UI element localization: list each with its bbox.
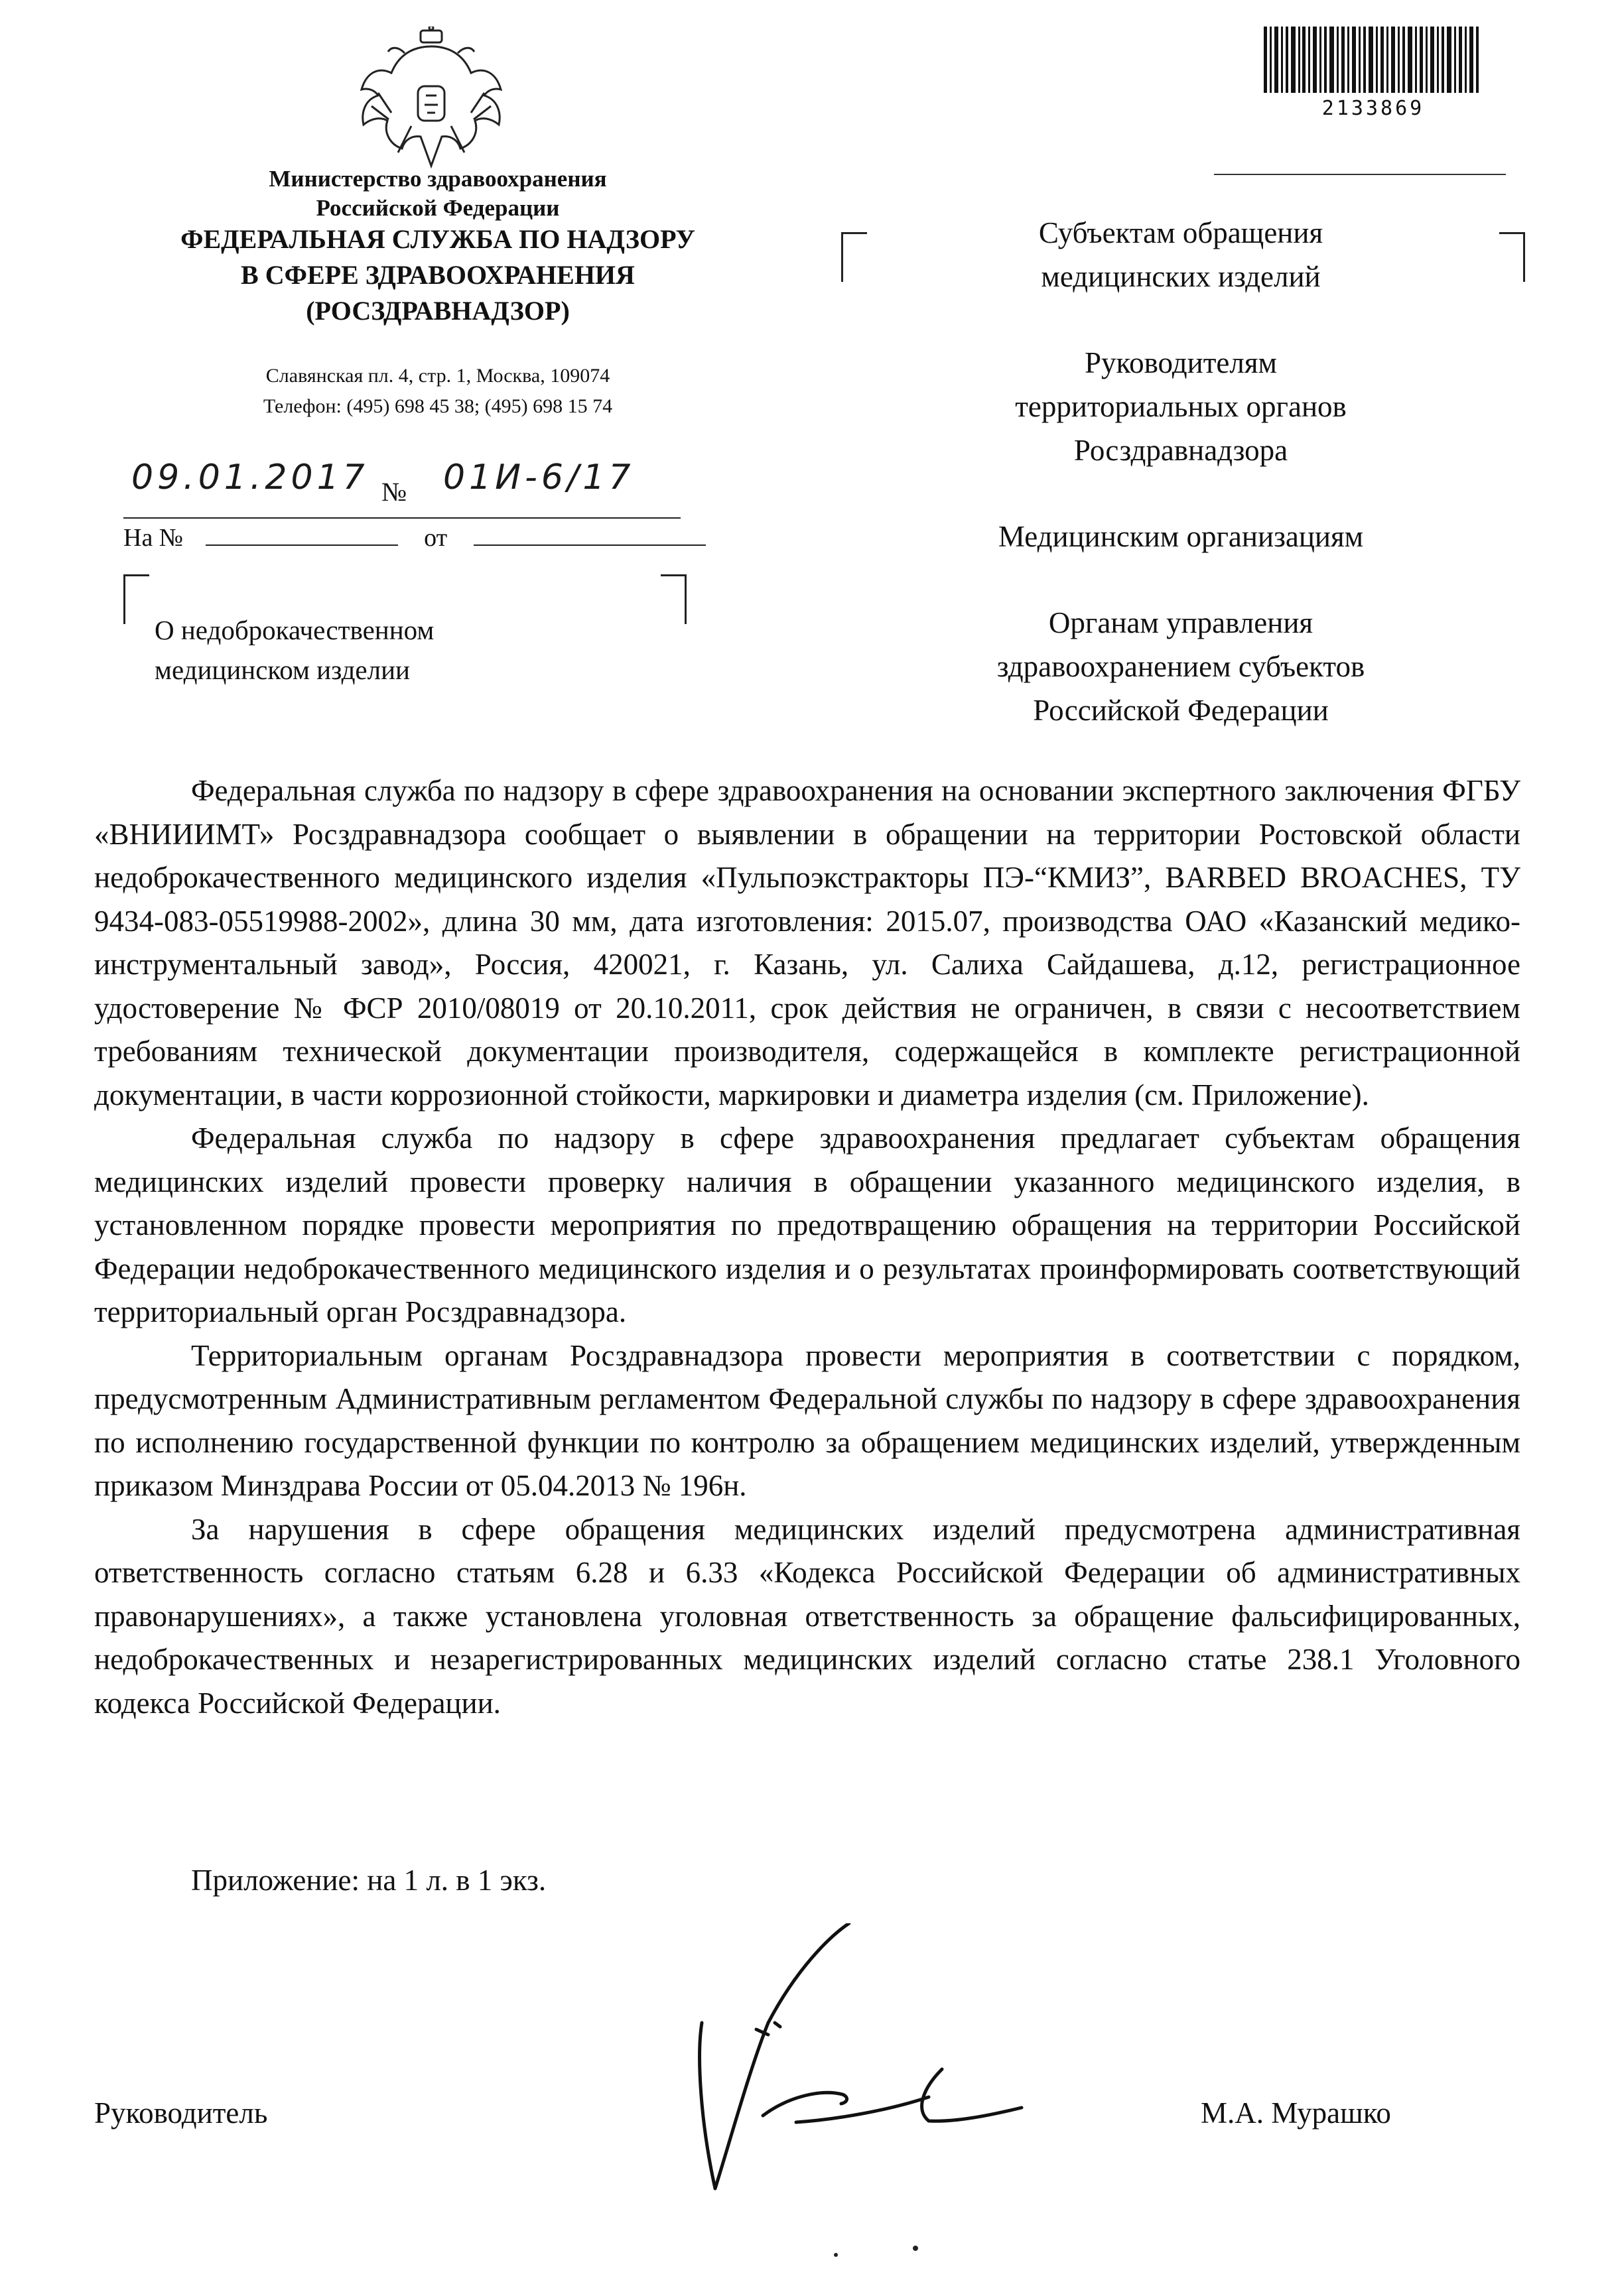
attachment-note: Приложение: на 1 л. в 1 экз. (191, 1864, 547, 1897)
barcode-rule (1214, 174, 1506, 175)
ministry-name (113, 164, 763, 223)
letter-body (94, 769, 1520, 1725)
subject-line: медицинском изделии (155, 655, 410, 685)
handwritten-signature (690, 1923, 1035, 2215)
ministry-line: Российской Федерации (316, 195, 560, 221)
signatory-role: Руководитель (94, 2096, 268, 2130)
body-paragraph: Федеральная служба по надзору в сфере здравоохранения на основании экспертного заключения ФГБУ «ВНИИИМТ» Росздравнадзора сообщает о выявлении в обращении на территории Ростовской области недоброкачественного медицинского изделия «Пульпоэкстракторы ПЭ-“КМИЗ”, BARBED BROACHES, ТУ 9434-083-05519988-2002», длина 30 мм, дата изготовления: 2015.07, производства ОАО «Казанский медико-инструментальный завод», Россия, 420021, г. Казань, ул. Салиха Сайдашева, д.12, регистрационное удостоверение № ФСР 2010/08019 от 20.10.2011, срок действия не ограничен, в связи с несоответствием требованиям технической документации производителя, содержащейся в комплекте регистрационной документации, в части коррозионной стойкости, маркировки и диаметра изделия (см. Приложение). (94, 774, 1520, 1112)
subject-bracket-left (123, 574, 149, 624)
service-line: В СФЕРЕ ЗДРАВООХРАНЕНИЯ (241, 260, 635, 290)
recipient-group (882, 601, 1479, 732)
barcode (1264, 27, 1483, 106)
recipient-line: Медицинским организациям (998, 520, 1364, 553)
body-paragraph: Территориальным органам Росздравнадзора провести мероприятия в соответствии с порядком, предусмотренным Административным регламентом Федеральной службы по надзору в сфере здравоохранения по исполнению государственной функции по контролю за обращением медицинских изделий, утвержденным приказом Минздрава России от 05.04.2013 № 196н. (94, 1338, 1520, 1502)
recipient-group (882, 341, 1479, 472)
recipients-block (882, 211, 1479, 775)
recipient-group (882, 515, 1479, 558)
recipient-bracket-right (1499, 232, 1525, 282)
subject-line: О недоброкачественном (155, 615, 435, 645)
body-paragraph: Федеральная служба по надзору в сфере здравоохранения предлагает субъектам обращения медицинских изделий провести проверку наличия в обращении указанного медицинского изделия, в установленном порядке провести мероприятия по предотвращению обращения на территории Российской Федерации недоброкачественного медицинского изделия и о результатах проинформировать соответствующий территориальный орган Росздравнадзора. (94, 1121, 1520, 1328)
outgoing-number: 01И-6/17 (443, 458, 635, 497)
service-line: (РОСЗДРАВНАДЗОР) (306, 296, 570, 326)
scan-specks (816, 2228, 949, 2268)
service-name (80, 222, 796, 329)
recipient-line: здравоохранением субъектов (996, 650, 1365, 683)
reference-number-blank (206, 521, 398, 546)
reference-line (123, 520, 706, 556)
recipient-line: Российской Федерации (1033, 694, 1329, 727)
barcode-number: 2133869 (1321, 97, 1425, 120)
recipient-line: Органам управления (1048, 606, 1313, 639)
reference-from-label: от (424, 524, 448, 552)
recipient-line: Руководителям (1085, 346, 1277, 379)
outgoing-underline (123, 517, 681, 519)
reference-prefix: На № (123, 524, 184, 552)
sender-address (113, 361, 763, 422)
ministry-line: Министерство здравоохранения (269, 166, 607, 192)
signatory-name: М.А. Мурашко (1201, 2096, 1391, 2130)
reference-date-blank (474, 521, 706, 546)
recipient-line: Росздравнадзора (1073, 434, 1288, 467)
service-line: ФЕДЕРАЛЬНАЯ СЛУЖБА ПО НАДЗОРУ (180, 224, 695, 254)
coat-of-arms-emblem (352, 27, 511, 172)
recipient-bracket-left (841, 232, 867, 282)
recipient-line: территориальных органов (1015, 390, 1347, 423)
outgoing-date: 09.01.2017 (131, 458, 369, 497)
recipient-line: Субъектам обращения (1038, 216, 1323, 249)
recipient-group (882, 211, 1479, 298)
number-sign: № (381, 477, 407, 507)
body-paragraph: За нарушения в сфере обращения медицинских изделий предусмотрена административная ответственность согласно статьям 6.28 и 6.33 «Кодекса Российской Федерации об административных правонарушениях», а также установлена уголовная ответственность за обращение фальсифицированных, недоброкачественных и незарегистрированных медицинских изделий согласно статье 238.1 Уголовного кодекса Российской Федерации. (94, 1512, 1520, 1720)
address-line: Славянская пл. 4, стр. 1, Москва, 109074 (265, 365, 610, 387)
letter-subject (155, 610, 752, 690)
address-line: Телефон: (495) 698 45 38; (495) 698 15 74 (263, 395, 613, 417)
recipient-line: медицинских изделий (1041, 260, 1321, 293)
